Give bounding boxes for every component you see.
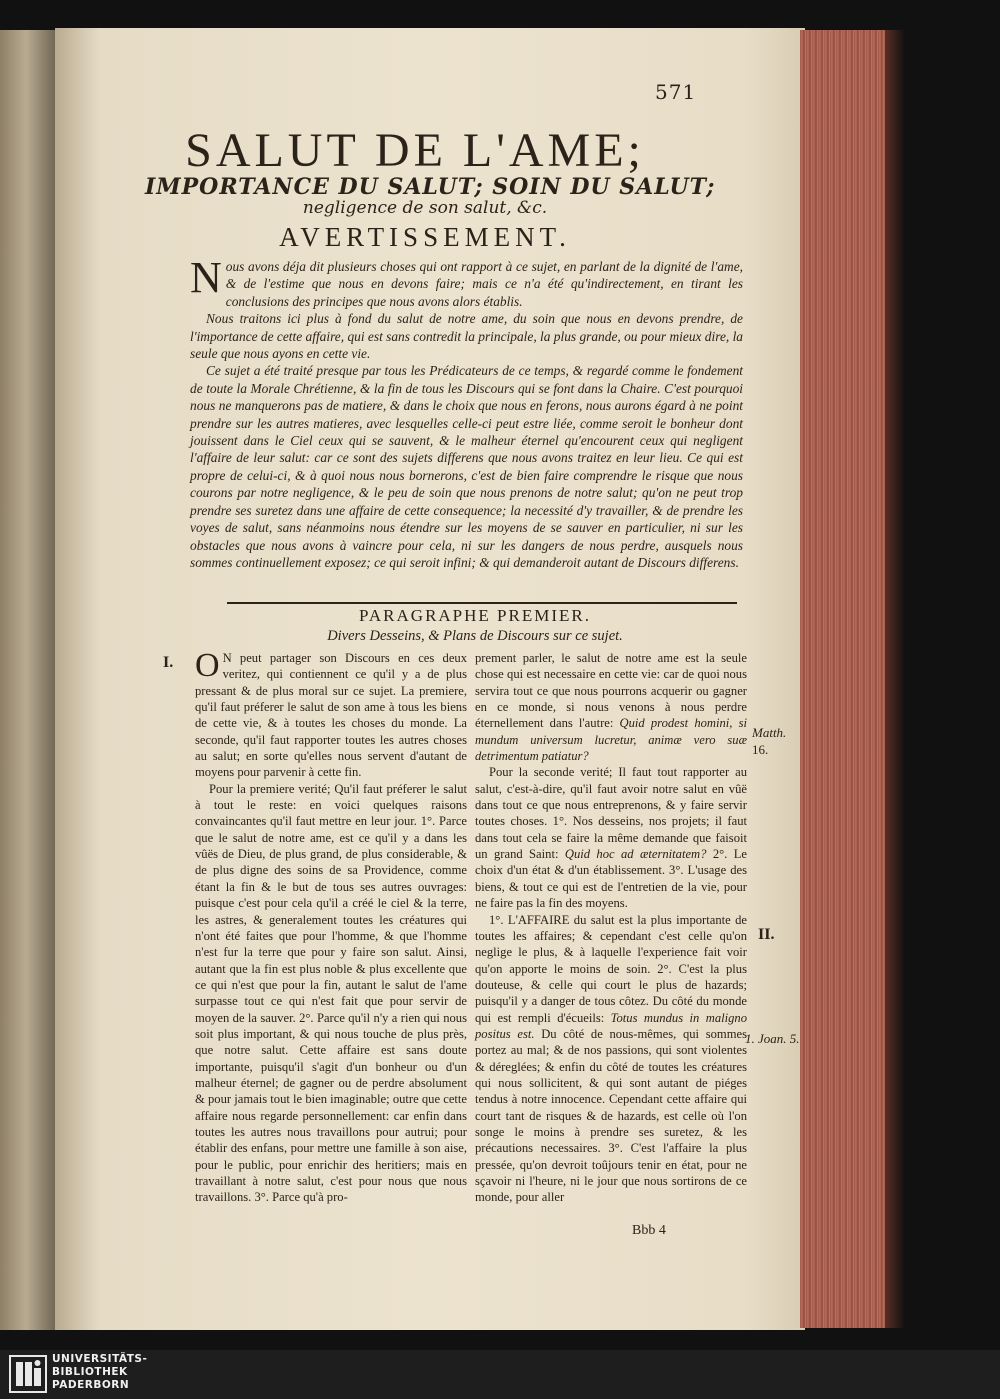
right-paragraph-3 <box>475 912 747 1206</box>
library-name-line-1: UNIVERSITÄTS- <box>52 1353 148 1365</box>
right-paragraph-2-text-b: 2°. Le choix d'un état & d'un établissement. 3°. L'usage des biens, & tout ce qui est de l'entretien de la vie, pour ne faire pas la fin des moyens. <box>475 847 748 911</box>
right-column <box>475 650 747 1206</box>
latin-quote-3: Totus mundus in maligno positus est. <box>475 1010 747 1041</box>
page-subtitle: IMPORTANCE DU SALUT; SOIN DU SALUT; <box>145 174 716 200</box>
intro-paragraph-3: Ce sujet a été traité presque par tous les Prédicateurs de ce temps, & regardé comme le fondement de toute la Morale Chrétienne, & la fin de tous les Discours qui se font dans la Chaire. C'est pourquoi nous ne manquerons pas de matiere, & dans le choix que nous en ferons, nous aurons égard à ne point prendre sur les autres matieres, avec lesquelles celle-ci peut estre liée, comme seroit le bonheur dont jouissent dans le Ciel ceux qui se sauvent, & le malheur éternel qu'encourent ceux qui negligent l'affaire de leur salut: car ce sont des sujets differens que nous avons traitez en leur lieu. Ce qui est propre de celui-ci, & à quoi nous nous bornerons, c'est de bien faire comprendre le risque que nous courons par notre negligence, & le peu de soin que nous prenons de notre salut; qu'on ne peut trop prendre ses suretez dans une affaire de cette consequence; la necessité d'y travailler, & de prendre les voyes de salut, sans néanmoins nous étendre sur les moyens de se sauver en particulier, ni sur les obstacles que nous avons à vaincre pour cela, ni sur les dangers de nous perdre, ausquels nous sommes continuellement exposez; ce qui seroit infini; & qui demanderoit autant de Discours differens. <box>190 363 743 570</box>
paragraph-subheading: Divers Desseins, & Plans de Discours sur ce sujet. <box>327 628 623 644</box>
right-paragraph-1 <box>475 650 747 764</box>
university-library-logo-icon <box>8 1354 48 1394</box>
left-dropcap: O <box>195 647 220 684</box>
section-divider <box>227 602 737 604</box>
page-subtitle-2: negligence de son salut, &c. <box>302 198 548 218</box>
margin-note-joan: 1. Joan. 5. <box>745 1031 800 1046</box>
left-paragraph-1-text: N peut partager son Discours en ces deux veritez, qui contiennent ce qu'il y a de plus pressant & de plus moral sur ce sujet. La premiere, qu'il faut préferer le salut de son ame à tous les biens de cette vie, & à toutes les choses du monde. La seconde, qu'il faut rapporter toutes les autres choses au salut; en sorte qu'elles nous servent d'autant de moyens pour parvenir à cette fin. <box>195 651 467 780</box>
fore-edge-shadow <box>885 30 905 1328</box>
signature-mark: Bbb 4 <box>632 1223 666 1238</box>
right-paragraph-2-text-a: Pour la seconde verité; Il faut tout rapporter au salut, c'est-à-dire, qu'il faut avoir notre salut en vûë dans tout ce que nous entreprenons, & y faire servir toutes choses. 1°. Nos desseins, nos projets; il faut dans tout cela se faire la même demande que faisoit un grand Saint: <box>475 765 747 862</box>
library-name-line-2: BIBLIOTHEK <box>52 1366 128 1378</box>
intro-text <box>190 253 743 571</box>
page-fore-edge <box>800 30 892 1328</box>
right-paragraph-3-text-a: 1°. L'AFFAIRE du salut est la plus importante de toutes les affaires; & cependant c'est celle qu'on neglige le plus, & à laquelle l'experience fait voir qu'on apporte le moins de soin. 2°. C'est la plus douteuse, & celle qui court le plus de hazards; puisqu'il y a danger de tous côtez. Du côté du monde qui est rempli d'écueils: <box>475 912 747 1025</box>
left-page-edge <box>0 30 58 1330</box>
left-paragraph-1 <box>195 647 467 781</box>
footer-bar <box>0 1350 1000 1399</box>
intro-paragraph-1 <box>190 253 743 310</box>
right-paragraph-1-text: prement parler, le salut de notre ame est la seule chose qui est necessaire en cette vie: car de quoi nous servira tout ce que nous pourrons acquerir ou gagner en ce monde, si nous venons à nous perdre éternellement dans l'autre: <box>475 651 747 731</box>
margin-numeral-2: II. <box>758 926 775 943</box>
right-paragraph-3-text-b: Du côté de nous-mêmes, qui sommes portez au mal; & de nos passions, qui sont violentes & déreglées; & enfin du côté de toutes les créatures qui nous sollicitent, & qui sont autant de piéges tendus à notre innocence. Cependant cette affaire qui court tant de risques & de hazards, est celle où l'on songe le moins à prendre ses suretez, & les précautions necessaires. 3°. C'est l'affaire la plus pressée, qu'on devroit toûjours tenir en état, pour ne sçavoir ni l'heure, ni le jour que nous sortirons de ce monde, pour aller <box>475 1026 747 1205</box>
margin-note-matth: Matth. <box>752 725 787 740</box>
intro-dropcap: N <box>190 253 222 302</box>
page <box>55 28 805 1330</box>
margin-note-matth-chapter: 16. <box>752 742 769 757</box>
left-paragraph-2: Pour la premiere verité; Qu'il faut préferer le salut à tout le reste: en voici quelques raisons convaincantes qu'il faut mettre en leur jour. 1°. Parce que le salut de notre ame, est ce qu'il y a dans les vûës de Dieu, de plus grand, de plus considerable, & de plus digne des soins de sa Providence, comme étant la fin & le but de tous ses autres ouvrages: puisque c'est pour cela qu'il a créé le ciel & la terre, les astres, & generalement toutes les créatures qui n'ont été faites que pour l'homme, & que l'homme n'est fur la terre que pour y faire son salut. Ainsi, autant que la fin est plus noble & plus excellente que ce qui n'est que pour la fin, autant le salut de l'ame surpasse tout ce qui n'est fait que pour servir de moyen de la sauver. 2°. Parce qu'il n'y a rien qui nous soit plus important, & qui nous touche de plus près, que notre salut. Cette affaire est sans doute importante, puisqu'il s'agit d'un bonheur ou d'un malheur éternel; de gagner ou de perdre absolument & pour jamais tout le bien imaginable; outre que cette affaire nous regarde personnellement: car enfin dans toutes les autres nous travaillons pour autrui; pour établir des enfans, pour mettre une famille à son aise, pour le public, pour enrichir des heritiers; mais en travaillant à notre salut, c'est pour nous que nous travaillons. 3°. Parce qu'à pro- <box>195 781 467 1205</box>
library-name-line-3: PADERBORN <box>52 1379 130 1391</box>
paragraph-heading: PARAGRAPHE PREMIER. <box>359 606 591 625</box>
section-heading: AVERTISSEMENT. <box>279 222 571 252</box>
intro-paragraph-2: Nous traitons ici plus à fond du salut de notre ame, du soin que nous en devons prendre, de l'importance de cette affaire, qui est sans contredit la principale, la plus grande, ou pour mieux dire, la seule que nous ayons en cette vie. <box>190 311 743 362</box>
intro-paragraph-1-text: ous avons déja dit plusieurs choses qui ont rapport à ce sujet, en parlant de la dignité de l'ame, & de l'estime que nous en devons faire; mais ce n'a été qu'indirectement, en tirant les conclusions des principes que nous avons alors établis. <box>225 259 743 309</box>
left-column <box>195 647 467 1206</box>
margin-numeral-1: I. <box>163 654 174 671</box>
latin-quote-2: Quid hoc ad æternitatem? <box>564 847 707 862</box>
latin-quote-1: Quid prodest homini, si mundum universum lucretur, animæ vero suæ detrimentum patiatur? <box>475 716 748 764</box>
page-number: 571 <box>655 80 697 104</box>
page-title: SALUT DE L'AME; <box>185 124 645 177</box>
right-paragraph-2 <box>475 764 747 911</box>
